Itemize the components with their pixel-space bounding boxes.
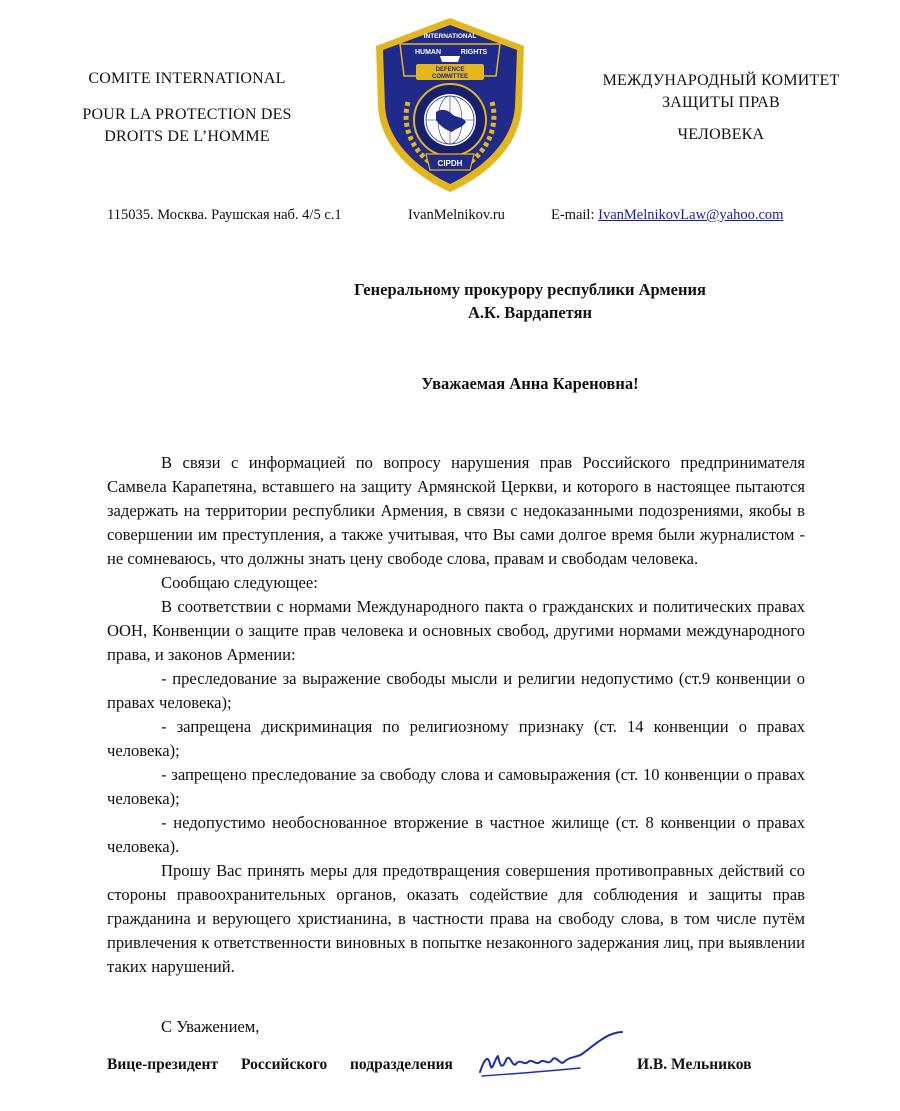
svg-text:HUMAN: HUMAN xyxy=(414,49,442,56)
svg-text:COMMITTEE: COMMITTEE xyxy=(432,74,468,80)
committee-logo xyxy=(372,14,528,196)
org-name-french-line1: COMITE INTERNATIONAL xyxy=(88,70,286,87)
list-item: - запрещено преследование за свободу слова и самовыражения (ст. 10 конвенции о правах человека); xyxy=(107,765,805,808)
letter-body xyxy=(107,451,805,979)
svg-text:DEFENCE: DEFENCE xyxy=(435,67,465,73)
svg-text:CIPDH: CIPDH xyxy=(437,159,463,168)
addressee-block xyxy=(250,278,810,324)
email-link[interactable]: IvanMelnikovLaw@yahoo.com xyxy=(598,207,784,223)
org-name-french-line2: POUR LA PROTECTION DES xyxy=(82,106,292,123)
org-name-russian-line1: МЕЖДУНАРОДНЫЙ КОМИТЕТ xyxy=(602,72,840,89)
salutation: Уважаемая Анна Кареновна! xyxy=(421,374,639,393)
contact-address: 115035. Москва. Раушская наб. 4/5 с.1 xyxy=(107,207,342,223)
org-name-russian-line2: ЗАЩИТЫ ПРАВ xyxy=(662,94,780,111)
paragraph-request: Прошу Вас принять меры для предотвращения совершения противоправных действий со стороны правоохранительных органов, оказать содействие для соблюдения и защиты прав гражданина и верующего христианина, в частности права на свободу слова, в том числе путём привлечения к ответственности виновных в попытке незаконного задержания лиц, при выявлении таких нарушений. xyxy=(107,861,805,976)
email-label: E-mail: xyxy=(551,207,599,223)
addressee-title: Генеральному прокурору республики Армения xyxy=(354,280,706,299)
contact-email xyxy=(551,206,783,224)
paragraph-announce: Сообщаю следующее: xyxy=(161,573,318,592)
signer-title-word2: Российского xyxy=(241,1056,328,1073)
org-name-russian xyxy=(582,70,860,146)
handwritten-signature xyxy=(470,1030,630,1086)
closing-regards: С Уважением, xyxy=(161,1017,260,1036)
list-item: - преследование за выражение свободы мысли и религии недопустимо (ст.9 конвенции о правах человека); xyxy=(107,669,805,712)
svg-text:INTERNATIONAL: INTERNATIONAL xyxy=(423,33,477,40)
list-item: - недопустимо необоснованное вторжение в частное жилище (ст. 8 конвенции о правах человека). xyxy=(107,813,805,856)
addressee-name: А.К. Вардапетян xyxy=(468,303,592,322)
svg-text:RIGHTS: RIGHTS xyxy=(460,49,488,56)
list-item: - запрещена дискриминация по религиозному признаку (ст. 14 конвенции о правах человека); xyxy=(107,717,805,760)
org-name-russian-line3: ЧЕЛОВЕКА xyxy=(677,126,765,143)
signature-icon xyxy=(470,1030,630,1086)
paragraph-intro: В связи с информацией по вопросу нарушения прав Российского предпринимателя Самвела Карапетяна, вставшего на защиту Армянской Церкви, и которого в настоящее пытаются задержать на территории республики Армения, в связи с недоказанными подозрениями, якобы в совершении им преступления, а также учитывая, что Вы сами долгое время были журналистом - не сомневаюсь, что должны знать цену свободе слова, правам и свободам человека. xyxy=(107,453,805,568)
shield-emblem-icon xyxy=(372,14,528,196)
signer-title-word3: подразделения xyxy=(350,1056,453,1073)
signer-name: И.В. Мельников xyxy=(637,1056,752,1073)
signer-title-word1: Вице-президент xyxy=(107,1056,219,1073)
org-name-french xyxy=(62,68,312,148)
contact-website[interactable]: IvanMelnikov.ru xyxy=(408,207,505,223)
org-name-french-line3: DROITS DE L’HOMME xyxy=(104,128,270,145)
paragraph-legal-basis: В соответствии с нормами Международного пакта о гражданских и политических правах ООН, Конвенции о защите прав человека и основных свобод, другими нормами международного права, и законов Армении: xyxy=(107,597,805,664)
